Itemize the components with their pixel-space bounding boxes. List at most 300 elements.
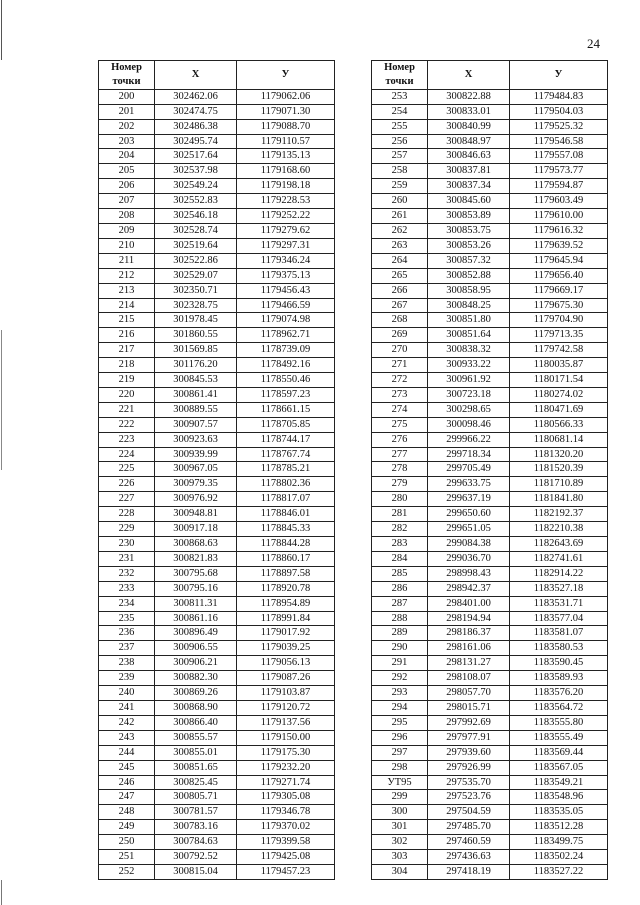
y-coordinate-cell: 1178860.17 bbox=[237, 551, 335, 566]
y-coordinate-cell: 1183580.53 bbox=[510, 641, 608, 656]
y-coordinate-cell: 1183549.21 bbox=[510, 775, 608, 790]
y-coordinate-cell: 1179675.30 bbox=[510, 298, 608, 313]
y-coordinate-cell: 1178785.21 bbox=[237, 462, 335, 477]
table-row bbox=[99, 656, 335, 671]
y-header: У bbox=[510, 61, 608, 90]
table-row bbox=[99, 805, 335, 820]
y-coordinate-cell: 1179484.83 bbox=[510, 89, 608, 104]
y-coordinate-cell: 1181520.39 bbox=[510, 462, 608, 477]
x-coordinate-cell: 300851.64 bbox=[428, 328, 510, 343]
table-row bbox=[372, 790, 608, 805]
x-coordinate-cell: 300906.55 bbox=[155, 641, 237, 656]
x-coordinate-cell: 298015.71 bbox=[428, 700, 510, 715]
x-coordinate-cell: 300868.63 bbox=[155, 537, 237, 552]
x-coordinate-cell: 299633.75 bbox=[428, 477, 510, 492]
x-coordinate-cell: 301860.55 bbox=[155, 328, 237, 343]
y-coordinate-cell: 1179297.31 bbox=[237, 238, 335, 253]
point-number-cell: 269 bbox=[372, 328, 428, 343]
y-coordinate-cell: 1179110.57 bbox=[237, 134, 335, 149]
point-number-cell: 220 bbox=[99, 387, 155, 402]
y-coordinate-cell: 1178802.36 bbox=[237, 477, 335, 492]
x-coordinate-cell: 300866.40 bbox=[155, 715, 237, 730]
table-row bbox=[99, 283, 335, 298]
x-coordinate-cell: 298108.07 bbox=[428, 671, 510, 686]
point-number-cell: 289 bbox=[372, 626, 428, 641]
point-number-cell: 256 bbox=[372, 134, 428, 149]
table-row bbox=[372, 775, 608, 790]
point-number-cell: 278 bbox=[372, 462, 428, 477]
y-coordinate-cell: 1179056.13 bbox=[237, 656, 335, 671]
table-row bbox=[372, 760, 608, 775]
x-coordinate-cell: 300979.35 bbox=[155, 477, 237, 492]
table-row bbox=[99, 522, 335, 537]
y-coordinate-cell: 1179346.24 bbox=[237, 253, 335, 268]
point-number-cell: 238 bbox=[99, 656, 155, 671]
x-coordinate-cell: 302549.24 bbox=[155, 179, 237, 194]
table-row bbox=[372, 447, 608, 462]
point-number-cell: 217 bbox=[99, 343, 155, 358]
point-number-cell: 290 bbox=[372, 641, 428, 656]
x-coordinate-cell: 300853.89 bbox=[428, 209, 510, 224]
y-coordinate-cell: 1183576.20 bbox=[510, 686, 608, 701]
x-coordinate-cell: 297504.59 bbox=[428, 805, 510, 820]
y-coordinate-cell: 1182914.22 bbox=[510, 566, 608, 581]
point-number-cell: 272 bbox=[372, 373, 428, 388]
table-row bbox=[372, 820, 608, 835]
table-row bbox=[99, 700, 335, 715]
x-coordinate-cell: 302328.75 bbox=[155, 298, 237, 313]
x-coordinate-cell: 297992.69 bbox=[428, 715, 510, 730]
table-row bbox=[99, 89, 335, 104]
point-number-cell: 259 bbox=[372, 179, 428, 194]
y-coordinate-cell: 1183581.07 bbox=[510, 626, 608, 641]
table-row bbox=[99, 447, 335, 462]
point-number-cell: 282 bbox=[372, 522, 428, 537]
table-row bbox=[372, 417, 608, 432]
point-number-cell: 229 bbox=[99, 522, 155, 537]
point-number-cell: 243 bbox=[99, 730, 155, 745]
x-header: Х bbox=[155, 61, 237, 90]
y-coordinate-cell: 1180566.33 bbox=[510, 417, 608, 432]
y-coordinate-cell: 1178550.46 bbox=[237, 373, 335, 388]
table-row bbox=[372, 119, 608, 134]
y-coordinate-cell: 1183564.72 bbox=[510, 700, 608, 715]
y-coordinate-cell: 1183577.04 bbox=[510, 611, 608, 626]
point-number-cell: 206 bbox=[99, 179, 155, 194]
point-number-cell: 284 bbox=[372, 551, 428, 566]
x-coordinate-cell: 300858.95 bbox=[428, 283, 510, 298]
y-coordinate-cell: 1180274.02 bbox=[510, 387, 608, 402]
table-row bbox=[372, 626, 608, 641]
x-coordinate-cell: 299966.22 bbox=[428, 432, 510, 447]
y-coordinate-cell: 1179456.43 bbox=[237, 283, 335, 298]
point-number-cell: 286 bbox=[372, 581, 428, 596]
y-coordinate-cell: 1179399.58 bbox=[237, 835, 335, 850]
y-coordinate-cell: 1179039.25 bbox=[237, 641, 335, 656]
point-number-cell: 207 bbox=[99, 194, 155, 209]
table-row bbox=[99, 775, 335, 790]
point-number-cell: 230 bbox=[99, 537, 155, 552]
table-row bbox=[99, 343, 335, 358]
point-number-cell: 218 bbox=[99, 358, 155, 373]
y-coordinate-cell: 1178991.84 bbox=[237, 611, 335, 626]
x-coordinate-cell: 302350.71 bbox=[155, 283, 237, 298]
x-coordinate-cell: 300783.16 bbox=[155, 820, 237, 835]
x-coordinate-cell: 300837.81 bbox=[428, 164, 510, 179]
table-row bbox=[372, 179, 608, 194]
point-number-cell: 237 bbox=[99, 641, 155, 656]
table-row bbox=[372, 835, 608, 850]
x-coordinate-cell: 300967.05 bbox=[155, 462, 237, 477]
y-coordinate-cell: 1179062.06 bbox=[237, 89, 335, 104]
x-coordinate-cell: 298998.43 bbox=[428, 566, 510, 581]
point-number-cell: 245 bbox=[99, 760, 155, 775]
table-row bbox=[372, 551, 608, 566]
x-coordinate-cell: 301176.20 bbox=[155, 358, 237, 373]
table-row bbox=[99, 477, 335, 492]
table-row bbox=[372, 671, 608, 686]
point-number-cell: 293 bbox=[372, 686, 428, 701]
table-row bbox=[99, 835, 335, 850]
point-number-cell: 234 bbox=[99, 596, 155, 611]
x-coordinate-cell: 300857.32 bbox=[428, 253, 510, 268]
table-row bbox=[99, 581, 335, 596]
y-coordinate-cell: 1180471.69 bbox=[510, 402, 608, 417]
point-number-cell: 258 bbox=[372, 164, 428, 179]
point-number-cell: 210 bbox=[99, 238, 155, 253]
point-number-cell: 273 bbox=[372, 387, 428, 402]
table-row bbox=[99, 313, 335, 328]
x-coordinate-cell: 300805.71 bbox=[155, 790, 237, 805]
x-coordinate-cell: 299705.49 bbox=[428, 462, 510, 477]
y-coordinate-cell: 1179573.77 bbox=[510, 164, 608, 179]
x-coordinate-cell: 300811.31 bbox=[155, 596, 237, 611]
point-number-cell: 267 bbox=[372, 298, 428, 313]
table-row bbox=[372, 537, 608, 552]
point-number-cell: 216 bbox=[99, 328, 155, 343]
table-row bbox=[99, 507, 335, 522]
coordinates-table-left bbox=[98, 60, 335, 880]
y-coordinate-cell: 1179557.08 bbox=[510, 149, 608, 164]
point-number-cell: 252 bbox=[99, 864, 155, 879]
x-coordinate-cell: 300882.30 bbox=[155, 671, 237, 686]
table-row bbox=[99, 164, 335, 179]
table-row bbox=[99, 551, 335, 566]
y-coordinate-cell: 1183567.05 bbox=[510, 760, 608, 775]
table-row bbox=[372, 149, 608, 164]
x-coordinate-cell: 300869.26 bbox=[155, 686, 237, 701]
table-row bbox=[99, 686, 335, 701]
y-coordinate-cell: 1178767.74 bbox=[237, 447, 335, 462]
table-row bbox=[99, 596, 335, 611]
x-coordinate-cell: 300723.18 bbox=[428, 387, 510, 402]
x-coordinate-cell: 297436.63 bbox=[428, 850, 510, 865]
point-number-cell: 261 bbox=[372, 209, 428, 224]
scan-edge-mark bbox=[1, 330, 2, 470]
y-coordinate-cell: 1179305.08 bbox=[237, 790, 335, 805]
y-coordinate-cell: 1179616.32 bbox=[510, 223, 608, 238]
x-coordinate-cell: 297977.91 bbox=[428, 730, 510, 745]
point-number-cell: 249 bbox=[99, 820, 155, 835]
point-number-cell: 247 bbox=[99, 790, 155, 805]
point-number-cell: 225 bbox=[99, 462, 155, 477]
table-body bbox=[372, 89, 608, 879]
x-coordinate-cell: 300855.57 bbox=[155, 730, 237, 745]
x-coordinate-cell: 300939.99 bbox=[155, 447, 237, 462]
y-coordinate-cell: 1182192.37 bbox=[510, 507, 608, 522]
table-row bbox=[99, 462, 335, 477]
x-coordinate-cell: 300815.04 bbox=[155, 864, 237, 879]
y-coordinate-cell: 1178817.07 bbox=[237, 492, 335, 507]
x-coordinate-cell: 298942.37 bbox=[428, 581, 510, 596]
table-row bbox=[99, 104, 335, 119]
y-coordinate-cell: 1178920.78 bbox=[237, 581, 335, 596]
point-number-cell: 291 bbox=[372, 656, 428, 671]
x-coordinate-cell: 302522.86 bbox=[155, 253, 237, 268]
y-coordinate-cell: 1183555.49 bbox=[510, 730, 608, 745]
page-number: 24 bbox=[587, 36, 600, 51]
table-row bbox=[99, 626, 335, 641]
x-coordinate-cell: 299084.38 bbox=[428, 537, 510, 552]
point-number-cell: 233 bbox=[99, 581, 155, 596]
point-number-cell: 240 bbox=[99, 686, 155, 701]
y-coordinate-cell: 1183527.18 bbox=[510, 581, 608, 596]
y-coordinate-cell: 1178846.01 bbox=[237, 507, 335, 522]
x-coordinate-cell: 299637.19 bbox=[428, 492, 510, 507]
x-coordinate-cell: 300961.92 bbox=[428, 373, 510, 388]
point-number-cell: 214 bbox=[99, 298, 155, 313]
table-row bbox=[99, 417, 335, 432]
point-number-cell: 303 bbox=[372, 850, 428, 865]
table-row bbox=[372, 358, 608, 373]
x-coordinate-cell: 298131.27 bbox=[428, 656, 510, 671]
point-number-cell: 201 bbox=[99, 104, 155, 119]
table-row bbox=[99, 358, 335, 373]
point-number-cell: 279 bbox=[372, 477, 428, 492]
table-row bbox=[372, 298, 608, 313]
x-coordinate-cell: 300795.68 bbox=[155, 566, 237, 581]
point-number-cell: 274 bbox=[372, 402, 428, 417]
point-number-cell: 236 bbox=[99, 626, 155, 641]
table-row bbox=[99, 566, 335, 581]
table-row bbox=[99, 537, 335, 552]
point-number-cell: 231 bbox=[99, 551, 155, 566]
x-coordinate-cell: 297418.19 bbox=[428, 864, 510, 879]
table-row bbox=[372, 700, 608, 715]
x-coordinate-cell: 299651.05 bbox=[428, 522, 510, 537]
y-coordinate-cell: 1179645.94 bbox=[510, 253, 608, 268]
y-coordinate-cell: 1183589.93 bbox=[510, 671, 608, 686]
point-number-cell: 276 bbox=[372, 432, 428, 447]
table-row bbox=[372, 104, 608, 119]
y-coordinate-cell: 1178661.15 bbox=[237, 402, 335, 417]
x-coordinate-cell: 300861.41 bbox=[155, 387, 237, 402]
point-number-cell: УТ95 bbox=[372, 775, 428, 790]
table-row bbox=[372, 864, 608, 879]
point-number-cell: 294 bbox=[372, 700, 428, 715]
point-number-cell: 204 bbox=[99, 149, 155, 164]
table-row bbox=[372, 164, 608, 179]
x-coordinate-cell: 298057.70 bbox=[428, 686, 510, 701]
y-coordinate-cell: 1183512.28 bbox=[510, 820, 608, 835]
x-coordinate-cell: 297485.70 bbox=[428, 820, 510, 835]
x-header: Х bbox=[428, 61, 510, 90]
table-row bbox=[372, 328, 608, 343]
table-row bbox=[99, 253, 335, 268]
point-number-cell: 223 bbox=[99, 432, 155, 447]
x-coordinate-cell: 302486.38 bbox=[155, 119, 237, 134]
table-row bbox=[99, 298, 335, 313]
table-row bbox=[372, 850, 608, 865]
point-number-cell: 255 bbox=[372, 119, 428, 134]
x-coordinate-cell: 298186.37 bbox=[428, 626, 510, 641]
x-coordinate-cell: 302546.18 bbox=[155, 209, 237, 224]
table-row bbox=[99, 194, 335, 209]
table-header-row bbox=[99, 61, 335, 90]
x-coordinate-cell: 299718.34 bbox=[428, 447, 510, 462]
y-coordinate-cell: 1179074.98 bbox=[237, 313, 335, 328]
table-row bbox=[372, 805, 608, 820]
table-row bbox=[99, 238, 335, 253]
table-row bbox=[372, 581, 608, 596]
x-coordinate-cell: 301569.85 bbox=[155, 343, 237, 358]
y-coordinate-cell: 1183548.96 bbox=[510, 790, 608, 805]
y-coordinate-cell: 1179279.62 bbox=[237, 223, 335, 238]
y-coordinate-cell: 1178739.09 bbox=[237, 343, 335, 358]
table-row bbox=[99, 149, 335, 164]
x-coordinate-cell: 300825.45 bbox=[155, 775, 237, 790]
table-row bbox=[99, 134, 335, 149]
y-coordinate-cell: 1181320.20 bbox=[510, 447, 608, 462]
x-coordinate-cell: 302519.64 bbox=[155, 238, 237, 253]
point-number-cell: 265 bbox=[372, 268, 428, 283]
table-row bbox=[372, 373, 608, 388]
y-coordinate-cell: 1178705.85 bbox=[237, 417, 335, 432]
table-row bbox=[372, 566, 608, 581]
point-number-cell: 304 bbox=[372, 864, 428, 879]
table-row bbox=[99, 730, 335, 745]
y-coordinate-cell: 1179271.74 bbox=[237, 775, 335, 790]
y-coordinate-cell: 1180171.54 bbox=[510, 373, 608, 388]
table-row bbox=[372, 194, 608, 209]
point-number-cell: 292 bbox=[372, 671, 428, 686]
y-coordinate-cell: 1180035.87 bbox=[510, 358, 608, 373]
table-row bbox=[372, 89, 608, 104]
x-coordinate-cell: 300792.52 bbox=[155, 850, 237, 865]
x-coordinate-cell: 300845.60 bbox=[428, 194, 510, 209]
table-row bbox=[372, 223, 608, 238]
table-row bbox=[99, 760, 335, 775]
x-coordinate-cell: 302529.07 bbox=[155, 268, 237, 283]
x-coordinate-cell: 300923.63 bbox=[155, 432, 237, 447]
y-coordinate-cell: 1178744.17 bbox=[237, 432, 335, 447]
point-number-cell: 300 bbox=[372, 805, 428, 820]
y-coordinate-cell: 1178844.28 bbox=[237, 537, 335, 552]
point-number-cell: 246 bbox=[99, 775, 155, 790]
point-number-cell: 208 bbox=[99, 209, 155, 224]
point-number-cell: 254 bbox=[372, 104, 428, 119]
table-row bbox=[372, 730, 608, 745]
y-coordinate-cell: 1179546.58 bbox=[510, 134, 608, 149]
table-row bbox=[99, 820, 335, 835]
table-row bbox=[99, 671, 335, 686]
point-number-cell: 260 bbox=[372, 194, 428, 209]
table-row bbox=[99, 223, 335, 238]
table-row bbox=[99, 745, 335, 760]
y-coordinate-cell: 1183531.71 bbox=[510, 596, 608, 611]
y-coordinate-cell: 1179087.26 bbox=[237, 671, 335, 686]
x-coordinate-cell: 300851.65 bbox=[155, 760, 237, 775]
scan-edge-mark bbox=[1, 880, 2, 905]
x-coordinate-cell: 300933.22 bbox=[428, 358, 510, 373]
y-coordinate-cell: 1179252.22 bbox=[237, 209, 335, 224]
x-coordinate-cell: 301978.45 bbox=[155, 313, 237, 328]
point-number-cell: 275 bbox=[372, 417, 428, 432]
point-number-cell: 221 bbox=[99, 402, 155, 417]
y-coordinate-cell: 1179168.60 bbox=[237, 164, 335, 179]
x-coordinate-cell: 297939.60 bbox=[428, 745, 510, 760]
y-coordinate-cell: 1179346.78 bbox=[237, 805, 335, 820]
y-coordinate-cell: 1181710.89 bbox=[510, 477, 608, 492]
point-number-cell: 262 bbox=[372, 223, 428, 238]
table-row bbox=[372, 715, 608, 730]
x-coordinate-cell: 297460.59 bbox=[428, 835, 510, 850]
x-coordinate-cell: 298161.06 bbox=[428, 641, 510, 656]
y-coordinate-cell: 1179370.02 bbox=[237, 820, 335, 835]
x-coordinate-cell: 299650.60 bbox=[428, 507, 510, 522]
y-coordinate-cell: 1179594.87 bbox=[510, 179, 608, 194]
point-number-cell: 296 bbox=[372, 730, 428, 745]
y-coordinate-cell: 1179017.92 bbox=[237, 626, 335, 641]
point-number-cell: 271 bbox=[372, 358, 428, 373]
x-coordinate-cell: 300868.90 bbox=[155, 700, 237, 715]
y-coordinate-cell: 1179742.58 bbox=[510, 343, 608, 358]
table-row bbox=[99, 641, 335, 656]
x-coordinate-cell: 300833.01 bbox=[428, 104, 510, 119]
y-coordinate-cell: 1179088.70 bbox=[237, 119, 335, 134]
table-header-row bbox=[372, 61, 608, 90]
point-number-cell: 263 bbox=[372, 238, 428, 253]
y-coordinate-cell: 1179603.49 bbox=[510, 194, 608, 209]
point-number-cell: 215 bbox=[99, 313, 155, 328]
x-coordinate-cell: 300906.21 bbox=[155, 656, 237, 671]
y-coordinate-cell: 1179071.30 bbox=[237, 104, 335, 119]
point-number-cell: 297 bbox=[372, 745, 428, 760]
y-coordinate-cell: 1179228.53 bbox=[237, 194, 335, 209]
point-number-cell: 281 bbox=[372, 507, 428, 522]
x-coordinate-cell: 300848.25 bbox=[428, 298, 510, 313]
point-number-cell: 212 bbox=[99, 268, 155, 283]
table-row bbox=[372, 283, 608, 298]
table-row bbox=[99, 492, 335, 507]
y-coordinate-cell: 1183502.24 bbox=[510, 850, 608, 865]
y-coordinate-cell: 1179103.87 bbox=[237, 686, 335, 701]
table-row bbox=[372, 209, 608, 224]
y-coordinate-cell: 1183555.80 bbox=[510, 715, 608, 730]
y-coordinate-cell: 1182741.61 bbox=[510, 551, 608, 566]
y-coordinate-cell: 1179525.32 bbox=[510, 119, 608, 134]
table-row bbox=[372, 656, 608, 671]
x-coordinate-cell: 299036.70 bbox=[428, 551, 510, 566]
x-coordinate-cell: 302474.75 bbox=[155, 104, 237, 119]
table-row bbox=[372, 477, 608, 492]
table-row bbox=[99, 864, 335, 879]
table-row bbox=[372, 387, 608, 402]
y-coordinate-cell: 1179639.52 bbox=[510, 238, 608, 253]
x-coordinate-cell: 300845.53 bbox=[155, 373, 237, 388]
y-coordinate-cell: 1179120.72 bbox=[237, 700, 335, 715]
point-number-cell: 251 bbox=[99, 850, 155, 865]
